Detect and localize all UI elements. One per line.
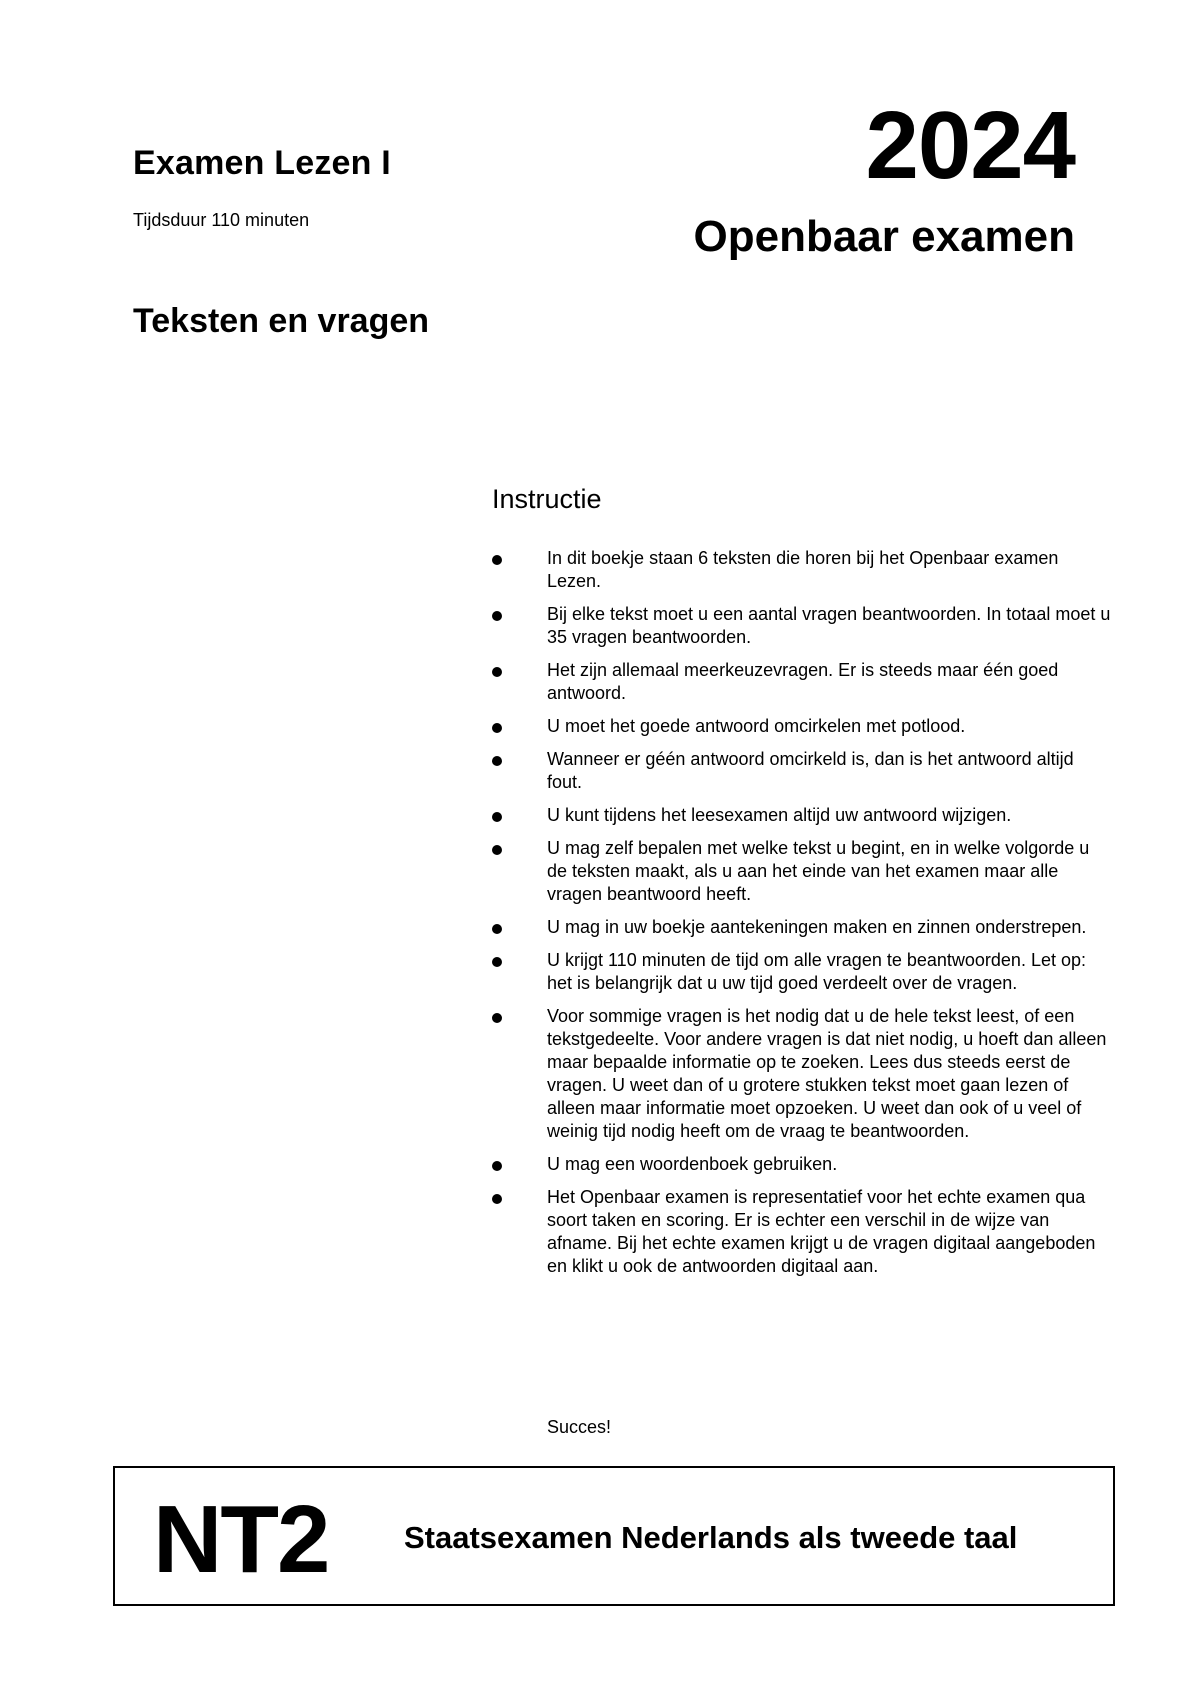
instruction-item xyxy=(492,1005,1112,1143)
instruction-text: U moet het goede antwoord omcirkelen met potlood. xyxy=(547,716,966,736)
bullet-icon xyxy=(492,845,502,855)
bullet-icon xyxy=(492,957,502,967)
instruction-item xyxy=(492,748,1112,794)
instruction-item xyxy=(492,715,1112,738)
instruction-text: Het zijn allemaal meerkeuzevragen. Er is steeds maar één goed antwoord. xyxy=(547,660,1059,703)
instruction-item xyxy=(492,603,1112,649)
instruction-text: Wanneer er géén antwoord omcirkeld is, dan is het antwoord altijd fout. xyxy=(547,749,1074,792)
bullet-icon xyxy=(492,812,502,822)
instruction-item xyxy=(492,949,1112,995)
bullet-icon xyxy=(492,555,502,565)
instruction-text: U krijgt 110 minuten de tijd om alle vragen te beantwoorden. Let op: het is belangrijk dat u uw tijd goed verdeelt over de vragen. xyxy=(547,950,1086,993)
instruction-text: U mag in uw boekje aantekeningen maken en zinnen onderstrepen. xyxy=(547,917,1087,937)
instructions-heading: Instructie xyxy=(492,484,602,514)
exam-year: 2024 xyxy=(865,92,1075,199)
bullet-icon xyxy=(492,924,502,934)
instruction-item xyxy=(492,804,1112,827)
instruction-text: U mag een woordenboek gebruiken. xyxy=(547,1154,838,1174)
bullet-icon xyxy=(492,1161,502,1171)
instruction-item xyxy=(492,837,1112,906)
bullet-icon xyxy=(492,723,502,733)
bullet-icon xyxy=(492,1013,502,1023)
bullet-icon xyxy=(492,611,502,621)
instruction-item xyxy=(492,1186,1112,1278)
exam-type: Openbaar examen xyxy=(693,212,1075,261)
footer-logo-code: NT2 xyxy=(153,1486,329,1593)
exam-duration: Tijdsduur 110 minuten xyxy=(133,210,310,230)
instruction-text: Het Openbaar examen is representatief voor het echte examen qua soort taken en scoring. Er is echter een verschil in de wijze van afname. Bij het echte examen krijgt u de vragen digitaal aangeboden en klikt u ook de antwoorden digitaal aan. xyxy=(547,1187,1096,1276)
instruction-text: U kunt tijdens het leesexamen altijd uw antwoord wijzigen. xyxy=(547,805,1012,825)
closing-message: Succes! xyxy=(547,1417,612,1437)
footer-title: Staatsexamen Nederlands als tweede taal xyxy=(404,1520,1018,1555)
instruction-item xyxy=(492,916,1112,939)
bullet-icon xyxy=(492,667,502,677)
instruction-text: U mag zelf bepalen met welke tekst u begint, en in welke volgorde u de teksten maakt, als u aan het einde van het examen maar alle vragen beantwoord heeft. xyxy=(547,838,1090,904)
bullet-icon xyxy=(492,1194,502,1204)
instruction-item xyxy=(492,1153,1112,1176)
booklet-subtitle: Teksten en vragen xyxy=(133,302,430,340)
instruction-item xyxy=(492,547,1112,593)
bullet-icon xyxy=(492,756,502,766)
instruction-item xyxy=(492,659,1112,705)
instruction-text: In dit boekje staan 6 teksten die horen bij het Openbaar examen Lezen. xyxy=(547,548,1059,591)
exam-title: Examen Lezen I xyxy=(133,144,391,182)
instructions-list xyxy=(492,547,1112,1288)
instruction-text: Bij elke tekst moet u een aantal vragen beantwoorden. In totaal moet u 35 vragen beantwoorden. xyxy=(547,604,1111,647)
instruction-text: Voor sommige vragen is het nodig dat u de hele tekst leest, of een tekstgedeelte. Voor andere vragen is dat niet nodig, u hoeft dan alleen maar bepaalde informatie op te zoeken. Lees dus steeds eerst de vragen. U weet dan of u grotere stukken tekst moet gaan lezen of alleen maar informatie moet opzoeken. U weet dan ook of u veel of weinig tijd nodig heeft om de vraag te beantwoorden. xyxy=(547,1006,1107,1141)
footer-banner xyxy=(113,1466,1115,1606)
